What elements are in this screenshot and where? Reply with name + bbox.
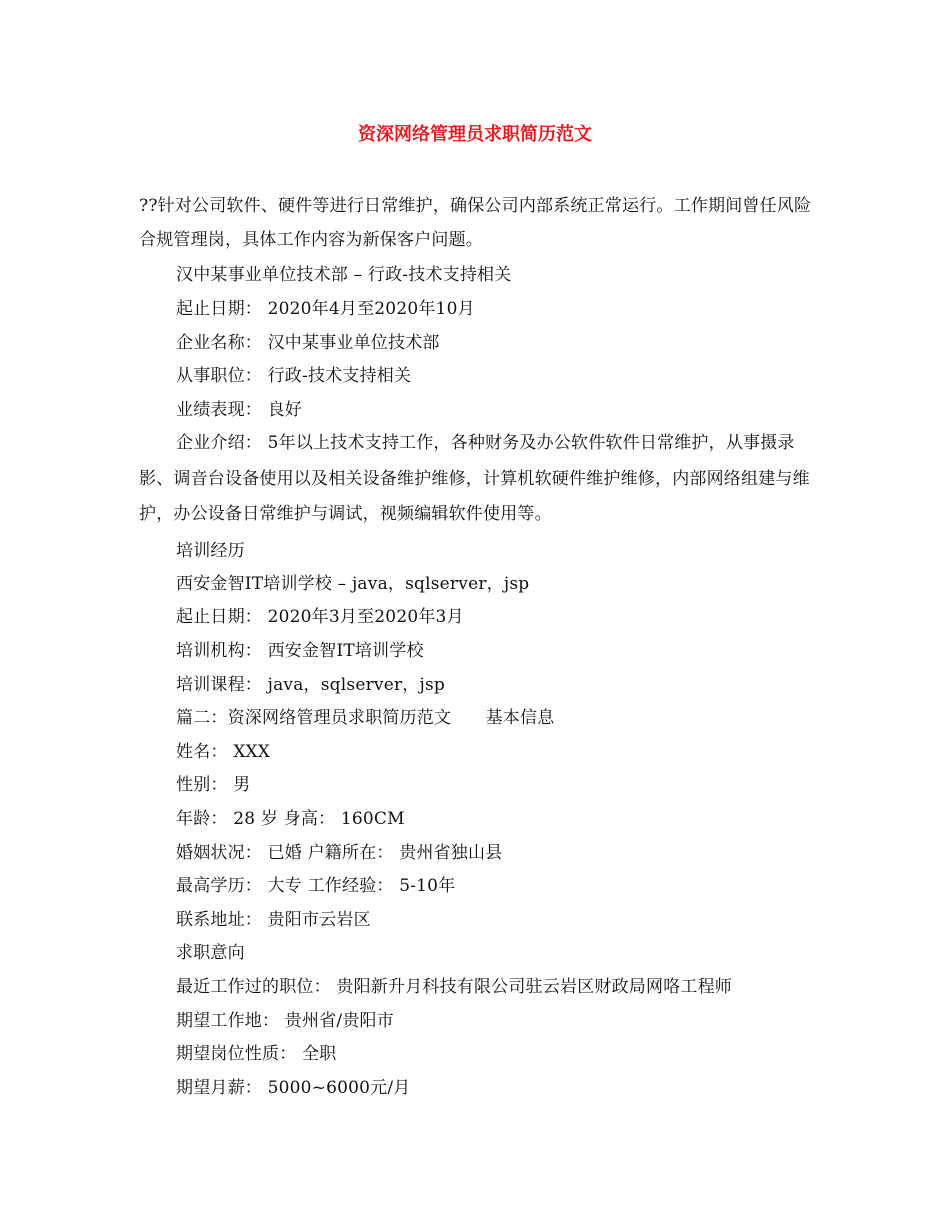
training-heading: 培训经历 xyxy=(176,541,245,561)
desired-salary: 期望月薪： 5000~6000元/月 xyxy=(176,1078,411,1098)
work-performance: 业绩表现： 良好 xyxy=(176,400,303,420)
training-dates: 起止日期： 2020年3月至2020年3月 xyxy=(176,607,464,627)
info-age-height: 年龄： 28 岁 身高： 160CM xyxy=(176,809,405,829)
job-intention-heading: 求职意向 xyxy=(176,943,245,963)
company-intro-paragraph: 企业介绍： 5年以上技术支持工作，各种财务及办公软件软件日常维护，从事摄录影、调音台设备使用以及相关设备维护维修，计算机软硬件维护维修，内部网络组建与维护，办公设备日常维护与调试，视频编辑软件使用等。 xyxy=(139,433,810,524)
part-two-heading: 篇二：资深网络管理员求职简历范文 基本信息 xyxy=(176,708,555,728)
training-school-heading: 西安金智IT培训学校 – java，sqlserver，jsp xyxy=(176,574,530,594)
desired-location: 期望工作地： 贵州省/贵阳市 xyxy=(176,1011,394,1031)
info-marital-hukou: 婚姻状况： 已婚 户籍所在： 贵州省独山县 xyxy=(176,843,503,863)
work-company-heading: 汉中某事业单位技术部 – 行政-技术支持相关 xyxy=(176,265,512,285)
training-institution: 培训机构： 西安金智IT培训学校 xyxy=(176,641,424,661)
info-gender: 性别： 男 xyxy=(176,775,251,795)
document-title: 资深网络管理员求职简历范文 xyxy=(358,124,592,145)
info-name: 姓名： XXX xyxy=(176,742,271,762)
info-address: 联系地址： 贵阳市云岩区 xyxy=(176,910,371,930)
training-courses: 培训课程： java，sqlserver，jsp xyxy=(176,675,445,695)
desired-job-type: 期望岗位性质： 全职 xyxy=(176,1044,337,1064)
work-dates: 起止日期： 2020年4月至2020年10月 xyxy=(176,299,475,319)
intro-paragraph: ??针对公司软件、硬件等进行日常维护，确保公司内部系统正常运行。工作期间曾任风险合规管理岗，具体工作内容为新保客户问题。 xyxy=(139,196,812,250)
work-position: 从事职位： 行政-技术支持相关 xyxy=(176,366,412,386)
info-education-experience: 最高学历： 大专 工作经验： 5-10年 xyxy=(176,876,456,896)
recent-position: 最近工作过的职位： 贵阳新升月科技有限公司驻云岩区财政局网咯工程师 xyxy=(176,977,733,997)
work-company-name: 企业名称： 汉中某事业单位技术部 xyxy=(176,333,440,353)
